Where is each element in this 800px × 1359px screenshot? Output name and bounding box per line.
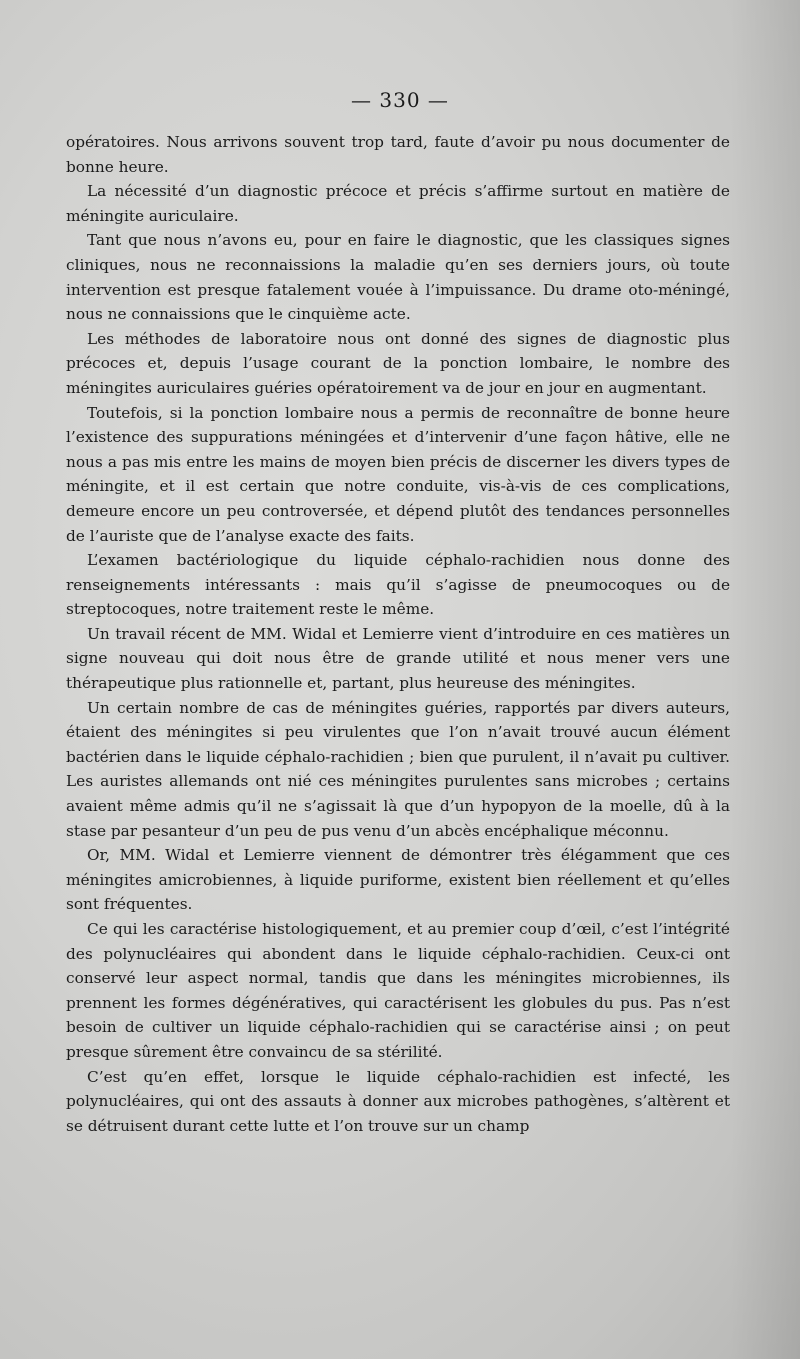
body-text	[66, 130, 730, 1138]
page-number: — 330 —	[351, 88, 449, 112]
paragraph: C’est qu’en effet, lorsque le liquide céphalo-rachidien est infecté, les polynucléaires, qui ont des assauts à donner aux microbes pathogènes, s’altèrent et se détruisent durant cette lutte et l’on trouve sur un champ	[66, 1067, 730, 1135]
paragraph: Les méthodes de laboratoire nous ont donné des signes de diagnostic plus précoces et, depuis l’usage courant de la ponction lombaire, le nombre des méningites auriculaires guéries opératoirement va de jour en jour en augmentant.	[66, 329, 730, 397]
paragraph: Ce qui les caractérise histologiquement, et au premier coup d’œil, c’est l’intégrité des polynucléaires qui abondent dans le liquide céphalo-rachidien. Ceux-ci ont conservé leur aspect normal, tandis que dans les méningites microbiennes, ils prennent les formes dégénératives, qui caractérisent les globules du pus. Pas n’est besoin de cultiver un liquide céphalo-rachidien qui se caractérise ainsi ; on peut presque sûrement être convaincu de sa stérilité.	[66, 920, 730, 1061]
paragraph: Or, MM. Widal et Lemierre viennent de démontrer très élégamment que ces méningites amicrobiennes, à liquide puriforme, existent bien réellement et qu’elles sont fréquentes.	[66, 846, 730, 914]
paragraph: L’examen bactériologique du liquide céphalo-rachidien nous donne des renseignements intéressants : mais qu’il s’agisse de pneumocoques ou de streptocoques, notre traitement reste le même.	[66, 551, 730, 619]
paragraph: Un certain nombre de cas de méningites guéries, rapportés par divers auteurs, étaient des méningites si peu virulentes que l’on n’avait trouvé aucun élément bactérien dans le liquide céphalo-rachidien ; bien que purulent, il n’avait pu cultiver. Les auristes allemands ont nié ces méningites purulentes sans microbes ; certains avaient même admis qu’il ne s’agissait là que d’un hypopyon de la moelle, dû à la stase par pesanteur d’un peu de pus venu d’un abcès encéphalique méconnu.	[66, 698, 730, 840]
paragraph: opératoires. Nous arrivons souvent trop tard, faute d’avoir pu nous documenter de bonne heure.	[66, 133, 730, 176]
paragraph: Toutefois, si la ponction lombaire nous a permis de reconnaître de bonne heure l’existence des suppurations méningées et d’intervenir d’une façon hâtive, elle ne nous a pas mis entre les mains de moyen bien précis de discerner les divers types de méningite, et il est certain que notre conduite, vis-à-vis de ces complications, demeure encore un peu controversée, et dépend plutôt des tendances personnelles de l’auriste que de l’analyse exacte des faits.	[66, 403, 730, 545]
paragraph: La nécessité d’un diagnostic précoce et précis s’affirme surtout en matière de méningite auriculaire.	[66, 182, 730, 225]
paragraph: Tant que nous n’avons eu, pour en faire le diagnostic, que les classiques signes cliniques, nous ne reconnaissions la maladie qu’en ses derniers jours, où toute intervention est presque fatalement vouée à l’impuissance. Du drame oto-méningé, nous ne connaissions que le cinquième acte.	[66, 231, 730, 324]
paragraph: Un travail récent de MM. Widal et Lemierre vient d’introduire en ces matières un signe nouveau qui doit nous être de grande utilité et nous mener vers une thérapeutique plus rationnelle et, partant, plus heureuse des méningites.	[66, 624, 730, 693]
